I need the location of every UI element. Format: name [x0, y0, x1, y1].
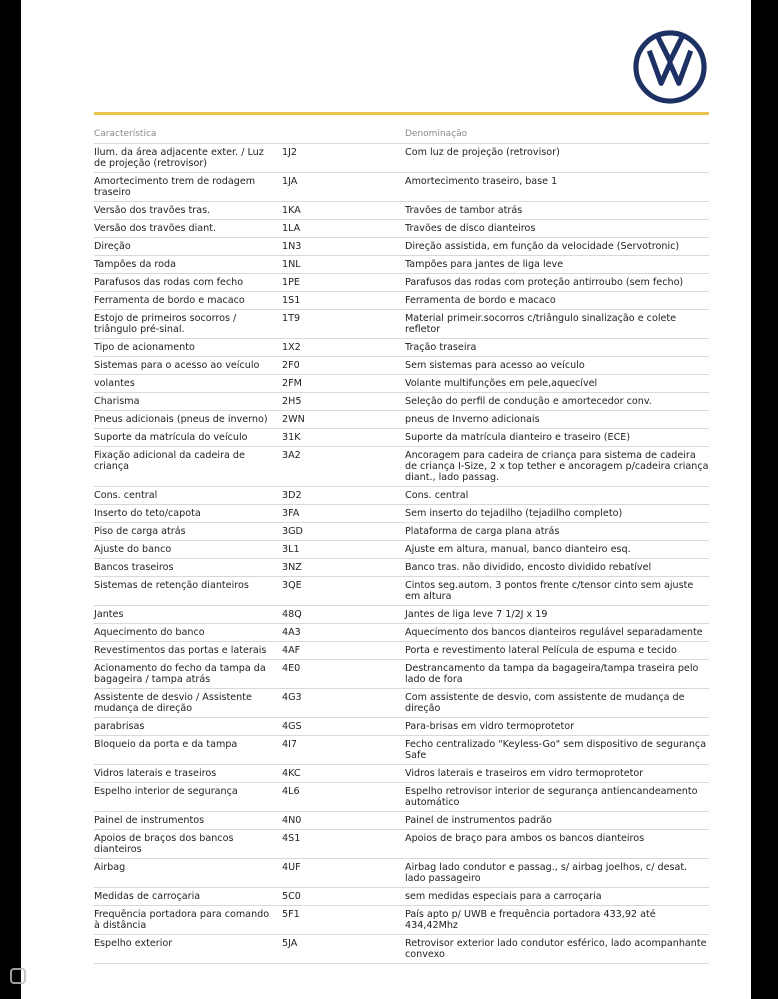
cell-characteristic: Bloqueio da porta e da tampa	[94, 739, 238, 750]
cell-characteristic: Sistemas para o acesso ao veículo	[94, 360, 260, 371]
cell-denomination: Cons. central	[405, 490, 469, 501]
table-row	[94, 505, 709, 523]
table-row	[94, 660, 709, 689]
cell-code: 4E0	[282, 663, 301, 674]
cell-characteristic: Amortecimento trem de rodagem traseiro	[94, 176, 256, 198]
cell-denomination: Plataforma de carga plana atrás	[405, 526, 560, 537]
accent-divider	[94, 112, 709, 115]
cell-characteristic: Frequência portadora para comando à distância	[94, 909, 270, 931]
cell-denomination: Para-brisas em vidro termoprotetor	[405, 721, 575, 732]
cell-characteristic: Tipo de acionamento	[94, 342, 195, 353]
table-row	[94, 411, 709, 429]
cell-characteristic: Direção	[94, 241, 131, 252]
table-row	[94, 830, 709, 859]
table-header	[94, 125, 709, 144]
table-row	[94, 274, 709, 292]
cell-code: 1PE	[282, 277, 300, 288]
table-row	[94, 783, 709, 812]
table-body	[94, 144, 709, 964]
cell-denomination: Sem sistemas para acesso ao veículo	[405, 360, 585, 371]
cell-denomination: Retrovisor exterior lado condutor esférico, lado acompanhante convexo	[405, 938, 707, 960]
table-row	[94, 310, 709, 339]
table-row	[94, 487, 709, 505]
table-row	[94, 220, 709, 238]
cell-denomination: Fecho centralizado "Keyless-Go" sem dispositivo de segurança Safe	[405, 739, 707, 761]
table-row	[94, 906, 709, 935]
cell-code: 2FM	[282, 378, 302, 389]
table-row	[94, 541, 709, 559]
cell-characteristic: Medidas de carroçaria	[94, 891, 201, 902]
cell-characteristic: Espelho exterior	[94, 938, 173, 949]
cell-denomination: Painel de instrumentos padrão	[405, 815, 552, 826]
cell-denomination: Amortecimento traseiro, base 1	[405, 176, 558, 187]
table-row	[94, 256, 709, 274]
table-row	[94, 624, 709, 642]
cell-characteristic: Ilum. da área adjacente exter. / Luz de projeção (retrovisor)	[94, 147, 264, 169]
table-row	[94, 559, 709, 577]
cell-code: 1NL	[282, 259, 301, 270]
cell-code: 5JA	[282, 938, 298, 949]
table-row	[94, 812, 709, 830]
cell-characteristic: Tampões da roda	[94, 259, 176, 270]
watermark	[10, 968, 26, 984]
cell-characteristic: Vidros laterais e traseiros	[94, 768, 217, 779]
cell-code: 1S1	[282, 295, 301, 306]
table-row	[94, 238, 709, 256]
cell-code: 4L6	[282, 786, 300, 797]
cell-characteristic: Pneus adicionais (pneus de inverno)	[94, 414, 268, 425]
cell-characteristic: Inserto do teto/capota	[94, 508, 201, 519]
cell-denomination: Com assistente de desvio, com assistente de mudança de direção	[405, 692, 685, 714]
table-row	[94, 202, 709, 220]
cell-characteristic: Espelho interior de segurança	[94, 786, 238, 797]
cell-code: 1N3	[282, 241, 302, 252]
cell-code: 4G3	[282, 692, 302, 703]
table-row	[94, 606, 709, 624]
cell-denomination: Vidros laterais e traseiros em vidro termoprotetor	[405, 768, 644, 779]
cell-denomination: Aquecimento dos bancos dianteiros regulável separadamente	[405, 627, 703, 638]
cell-characteristic: Aquecimento do banco	[94, 627, 205, 638]
cell-characteristic: Airbag	[94, 862, 126, 873]
cell-characteristic: Sistemas de retenção dianteiros	[94, 580, 249, 591]
cell-denomination: pneus de Inverno adicionais	[405, 414, 540, 425]
cell-characteristic: Assistente de desvio / Assistente mudança de direção	[94, 692, 252, 714]
cell-denomination: Sem inserto do tejadilho (tejadilho completo)	[405, 508, 623, 519]
cell-characteristic: Charisma	[94, 396, 140, 407]
cell-denomination: Ajuste em altura, manual, banco dianteiro esq.	[405, 544, 631, 555]
cell-denomination: Banco tras. não dividido, encosto dividido rebatível	[405, 562, 652, 573]
table-row	[94, 859, 709, 888]
cell-denomination: Tampões para jantes de liga leve	[405, 259, 564, 270]
table-row	[94, 375, 709, 393]
table-row	[94, 736, 709, 765]
cell-denomination: Travões de disco dianteiros	[405, 223, 536, 234]
cell-denomination: Ferramenta de bordo e macaco	[405, 295, 556, 306]
cell-code: 3GD	[282, 526, 303, 537]
cell-code: 3QE	[282, 580, 302, 591]
cell-denomination: Travões de tambor atrás	[405, 205, 523, 216]
table-row	[94, 642, 709, 660]
cell-code: 48Q	[282, 609, 302, 620]
cell-characteristic: Fixação adicional da cadeira de criança	[94, 450, 245, 472]
cell-denomination: Airbag lado condutor e passag., s/ airbag joelhos, c/ desat. lado passageiro	[405, 862, 688, 884]
cell-code: 5F1	[282, 909, 300, 920]
cell-code: 4KC	[282, 768, 301, 779]
document-page	[21, 0, 751, 999]
cell-denomination: Com luz de projeção (retrovisor)	[405, 147, 560, 158]
cell-characteristic: Piso de carga atrás	[94, 526, 186, 537]
cell-code: 1JA	[282, 176, 298, 187]
cell-denomination: Espelho retrovisor interior de segurança antiencandeamento automático	[405, 786, 698, 808]
cell-code: 3D2	[282, 490, 302, 501]
table-row	[94, 429, 709, 447]
cell-denomination: Tração traseira	[405, 342, 477, 353]
table-row	[94, 144, 709, 173]
cell-characteristic: Parafusos das rodas com fecho	[94, 277, 244, 288]
table-row	[94, 888, 709, 906]
cell-code: 31K	[282, 432, 301, 443]
cell-code: 4S1	[282, 833, 301, 844]
cell-code: 1X2	[282, 342, 301, 353]
table-row	[94, 577, 709, 606]
cell-denomination: Volante multifunções em pele,aquecível	[405, 378, 598, 389]
cell-code: 4GS	[282, 721, 302, 732]
cell-characteristic: Revestimentos das portas e laterais	[94, 645, 267, 656]
cell-code: 4A3	[282, 627, 301, 638]
cell-denomination: Apoios de braço para ambos os bancos dianteiros	[405, 833, 645, 844]
cell-characteristic: Versão dos travões tras.	[94, 205, 211, 216]
cell-characteristic: Acionamento do fecho da tampa da bagageira / tampa atrás	[94, 663, 266, 685]
cell-code: 3L1	[282, 544, 300, 555]
volkswagen-logo-icon	[633, 30, 707, 104]
cell-denomination: Parafusos das rodas com proteção antirroubo (sem fecho)	[405, 277, 684, 288]
cell-code: 2F0	[282, 360, 300, 371]
table-row	[94, 357, 709, 375]
cell-denomination: Ancoragem para cadeira de criança para sistema de cadeira de criança I-Size, 2 x top tether e ancoragem p/cadeira criança diant., lado passag.	[405, 450, 709, 483]
cell-code: 2H5	[282, 396, 302, 407]
cell-denomination: Cintos seg.autom. 3 pontos frente c/tensor cinto sem ajuste em altura	[405, 580, 694, 602]
table-row	[94, 689, 709, 718]
table-row	[94, 173, 709, 202]
cell-characteristic: Cons. central	[94, 490, 158, 501]
cell-denomination: Material primeir.socorros c/triângulo sinalização e colete refletor	[405, 313, 677, 335]
cell-characteristic: parabrisas	[94, 721, 145, 732]
cell-characteristic: Ajuste do banco	[94, 544, 172, 555]
cell-denomination: sem medidas especiais para a carroçaria	[405, 891, 602, 902]
cell-code: 4AF	[282, 645, 301, 656]
cell-characteristic: Apoios de braços dos bancos dianteiros	[94, 833, 234, 855]
table-row	[94, 935, 709, 964]
cell-characteristic: Versão dos travões diant.	[94, 223, 217, 234]
cell-denomination: Jantes de liga leve 7 1/2J x 19	[405, 609, 548, 620]
cell-denomination: Porta e revestimento lateral Película de espuma e tecido	[405, 645, 677, 656]
cell-code: 1KA	[282, 205, 301, 216]
faint-header-graphic	[91, 38, 321, 88]
col-header-denomination: Denominação	[405, 128, 468, 139]
cell-characteristic: Bancos traseiros	[94, 562, 174, 573]
table-row	[94, 393, 709, 411]
cell-code: 4UF	[282, 862, 301, 873]
cell-code: 3NZ	[282, 562, 302, 573]
cell-denomination: Direção assistida, em função da velocidade (Servotronic)	[405, 241, 680, 252]
cell-code: 1T9	[282, 313, 301, 324]
watermark-icon	[10, 968, 26, 984]
cell-denomination: Suporte da matrícula dianteiro e traseiro (ECE)	[405, 432, 631, 443]
cell-code: 4I7	[282, 739, 298, 750]
table-row	[94, 718, 709, 736]
cell-denomination: País apto p/ UWB e frequência portadora 433,92 até 434,42Mhz	[405, 909, 656, 931]
cell-code: 3A2	[282, 450, 301, 461]
cell-denomination: Destrancamento da tampa da bagageira/tampa traseira pelo lado de fora	[405, 663, 699, 685]
table-row	[94, 292, 709, 310]
cell-denomination: Seleção do perfil de condução e amortecedor conv.	[405, 396, 652, 407]
col-header-characteristic: Característica	[94, 128, 157, 139]
cell-characteristic: Estojo de primeiros socorros / triângulo pré-sinal.	[94, 313, 237, 335]
specs-table	[94, 125, 709, 964]
table-row	[94, 339, 709, 357]
cell-code: 2WN	[282, 414, 305, 425]
cell-characteristic: Suporte da matrícula do veículo	[94, 432, 248, 443]
cell-characteristic: Jantes	[94, 609, 124, 620]
cell-characteristic: volantes	[94, 378, 135, 389]
cell-code: 3FA	[282, 508, 300, 519]
cell-characteristic: Painel de instrumentos	[94, 815, 205, 826]
cell-code: 4N0	[282, 815, 302, 826]
cell-code: 5C0	[282, 891, 301, 902]
cell-code: 1J2	[282, 147, 298, 158]
cell-characteristic: Ferramenta de bordo e macaco	[94, 295, 245, 306]
table-row	[94, 523, 709, 541]
table-row	[94, 447, 709, 487]
table-row	[94, 765, 709, 783]
cell-code: 1LA	[282, 223, 301, 234]
